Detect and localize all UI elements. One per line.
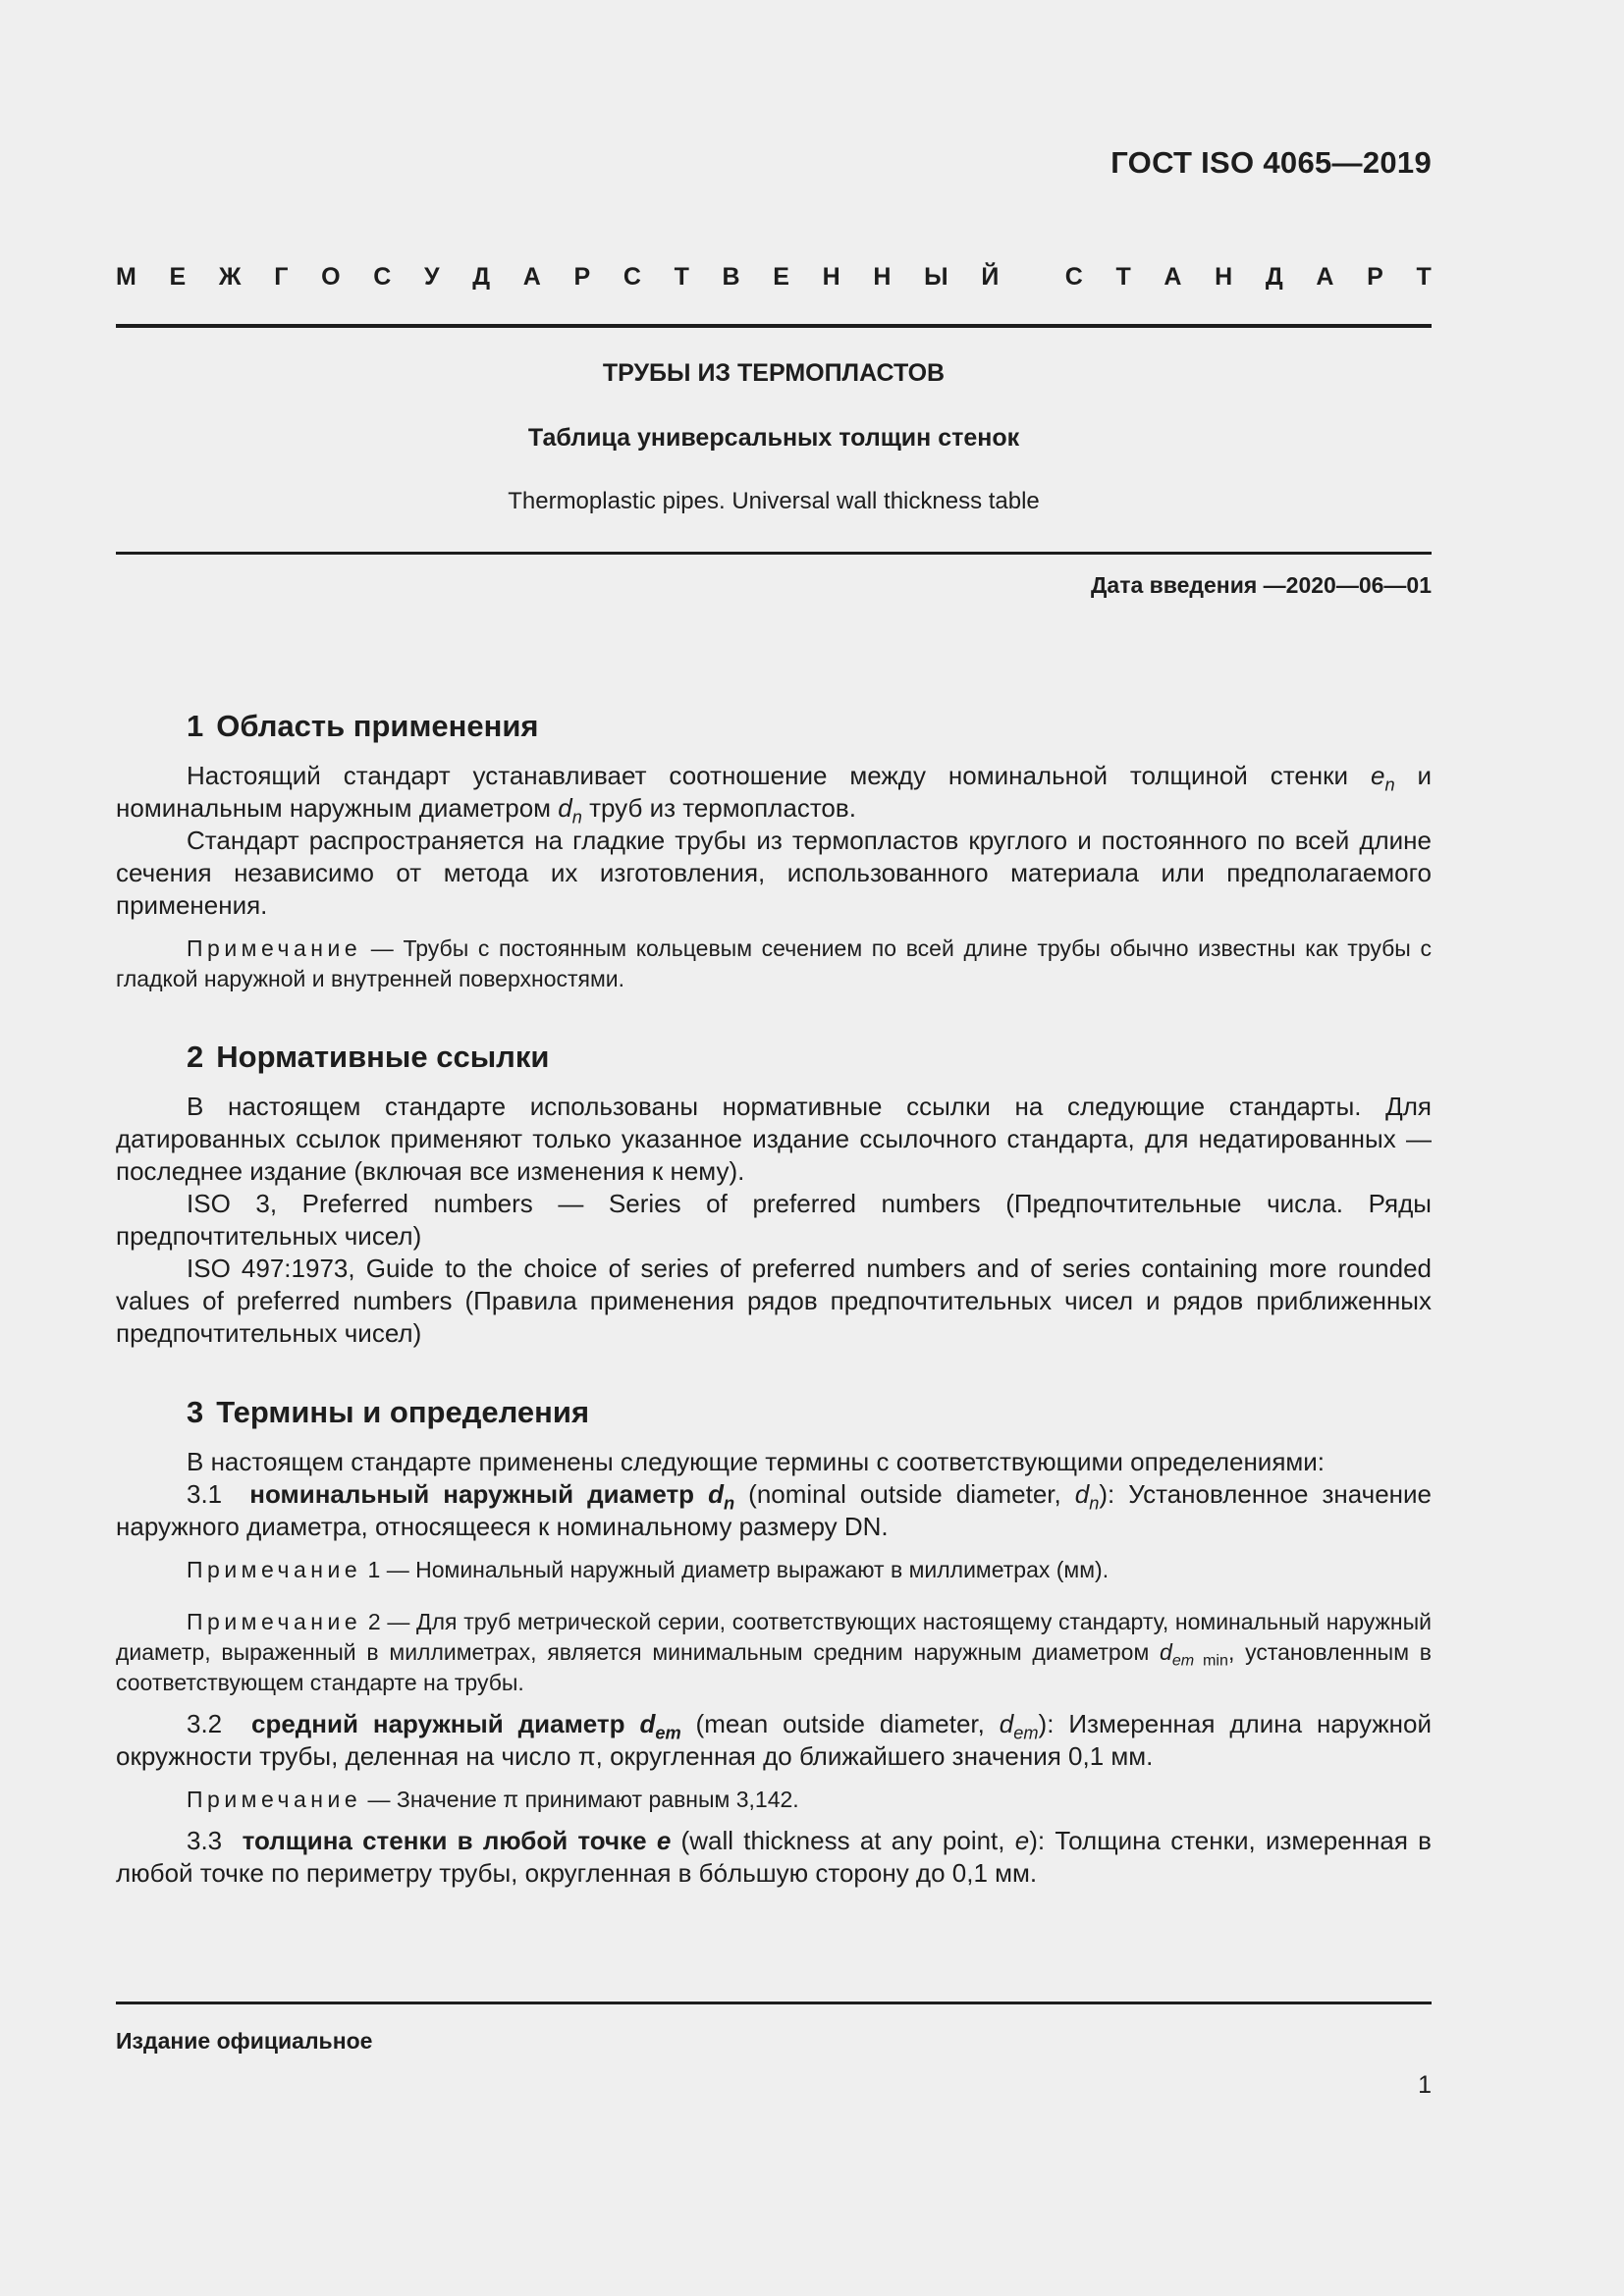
heading-letter: С bbox=[1064, 263, 1083, 291]
footer-divider bbox=[116, 2002, 1432, 2004]
heading-letter: М bbox=[116, 263, 136, 291]
document-subtitle: Таблица универсальных толщин стенок bbox=[527, 424, 1020, 452]
section-heading-terms bbox=[187, 1393, 1432, 1432]
official-edition-label: Издание официальное bbox=[116, 2028, 373, 2054]
heading-letter: Е bbox=[169, 263, 187, 291]
heading-letter: А bbox=[522, 263, 541, 291]
heading-letter: Д bbox=[472, 263, 491, 291]
term-3-3: 3.3 толщина стенки в любой точке e (wall thickness at any point, e): Толщина стенки, измеренная в любой точке по периметру трубы, округленная в бо́льшую сторону до 0,1 мм. bbox=[116, 1826, 1432, 1888]
heading-letter: Й bbox=[981, 263, 1000, 291]
section-title: Нормативные ссылки bbox=[216, 1040, 550, 1074]
document-body bbox=[116, 707, 1432, 1890]
heading-letter: У bbox=[423, 263, 440, 291]
title-divider bbox=[116, 552, 1432, 555]
heading-letter: Р bbox=[573, 263, 591, 291]
heading-letter: Т bbox=[1115, 263, 1131, 291]
heading-letter: Р bbox=[1367, 263, 1383, 291]
reference-iso-3: ISO 3, Preferred numbers — Series of preferred numbers (Предпочтительные числа. Ряды предпочтительных чисел) bbox=[116, 1189, 1432, 1251]
heading-letter: С bbox=[623, 263, 641, 291]
paragraph: В настоящем стандарте применены следующие термины с соответствующими определениями: bbox=[187, 1447, 1326, 1476]
heading-letter: О bbox=[321, 263, 341, 291]
heading-letter: А bbox=[1316, 263, 1334, 291]
page-number: 1 bbox=[1418, 2071, 1432, 2099]
interstate-standard-heading bbox=[116, 263, 1432, 292]
reference-iso-497: ISO 497:1973, Guide to the choice of series of preferred numbers and of series containing more rounded values of preferred numbers (Правила применения рядов предпочтительных чисел и рядов приближенных предпочтительных чисел) bbox=[116, 1254, 1432, 1348]
english-title: Thermoplastic pipes. Universal wall thickness table bbox=[508, 488, 1040, 514]
document-number: ГОСТ ISO 4065—2019 bbox=[1110, 145, 1432, 180]
section-heading-normative-references bbox=[187, 1038, 1432, 1077]
note: Примечание 2 — Для труб метрической серии, соответствующих настоящему стандарту, номинальный наружный диаметр, выраженный в миллиметрах, является минимальным средним наружным диаметром $d_{em min}$, установленным в соответствующем стандарте на трубы. bbox=[116, 1609, 1432, 1695]
heading-letter: Н bbox=[822, 263, 840, 291]
section-number: 3 bbox=[187, 1395, 204, 1429]
heading-letter: Д bbox=[1265, 263, 1283, 291]
heading-letter: Н bbox=[1215, 263, 1233, 291]
document-title: ТРУБЫ ИЗ ТЕРМОПЛАСТОВ bbox=[602, 359, 946, 387]
heading-letter: В bbox=[722, 263, 740, 291]
heading-letter: Ы bbox=[924, 263, 948, 291]
note-label: Примечание bbox=[187, 1557, 362, 1582]
heading-letter: Е bbox=[773, 263, 789, 291]
paragraph: Стандарт распространяется на гладкие трубы из термопластов круглого и постоянного по всей длине сечения независимо от метода их изготовления, использованного материала или предполагаемого применения. bbox=[116, 826, 1432, 920]
section-heading-scope bbox=[187, 707, 1432, 746]
heading-letter: А bbox=[1164, 263, 1182, 291]
heading-letter: Н bbox=[873, 263, 892, 291]
section-number: 1 bbox=[187, 709, 204, 743]
note: Примечание 1 — Номинальный наружный диаметр выражают в миллиметрах (мм). bbox=[187, 1557, 1110, 1582]
note-label: Примечание bbox=[187, 1787, 362, 1812]
heading-letter: Г bbox=[274, 263, 289, 291]
section-title: Термины и определения bbox=[216, 1395, 590, 1429]
note: Примечание — Значение π принимают равным 3,142. bbox=[187, 1787, 799, 1812]
heading-letter: С bbox=[373, 263, 392, 291]
paragraph: Настоящий стандарт устанавливает соотношение между номинальной толщиной стенки $e_n$ и номинальным наружным диаметром $d_n$ труб из термопластов. bbox=[116, 761, 1432, 828]
section-number: 2 bbox=[187, 1040, 204, 1074]
paragraph: В настоящем стандарте использованы нормативные ссылки на следующие стандарты. Для датированных ссылок применяют только указанное издание ссылочного стандарта, для недатированных — последнее издание (включая все изменения к нему). bbox=[116, 1092, 1432, 1186]
top-divider bbox=[116, 324, 1432, 328]
note-label: Примечание bbox=[187, 935, 362, 961]
heading-letter: Т bbox=[674, 263, 689, 291]
term-3-2: 3.2 средний наружный диаметр $d_{em}$ (mean outside diameter, $d_{em}$): Измеренная длина наружной окружности трубы, деленная на число π, округленная до ближайшего значения 0,1 мм. bbox=[116, 1709, 1432, 1771]
term-3-1: 3.1 номинальный наружный диаметр $d_n$ (nominal outside diameter, $d_n$): Установленное значение наружного диаметра, относящееся к номинальному размеру DN. bbox=[116, 1479, 1433, 1541]
section-title: Область применения bbox=[216, 709, 539, 743]
heading-letter: Т bbox=[1416, 263, 1432, 291]
note-label: Примечание bbox=[187, 1609, 362, 1634]
note: Примечание — Трубы с постоянным кольцевым сечением по всей длине трубы обычно известны как трубы с гладкой наружной и внутренней поверхностями. bbox=[116, 935, 1432, 991]
heading-letter: Ж bbox=[218, 263, 242, 291]
document-page bbox=[116, 0, 1432, 2296]
introduction-date: Дата введения —2020—06—01 bbox=[1091, 572, 1432, 598]
